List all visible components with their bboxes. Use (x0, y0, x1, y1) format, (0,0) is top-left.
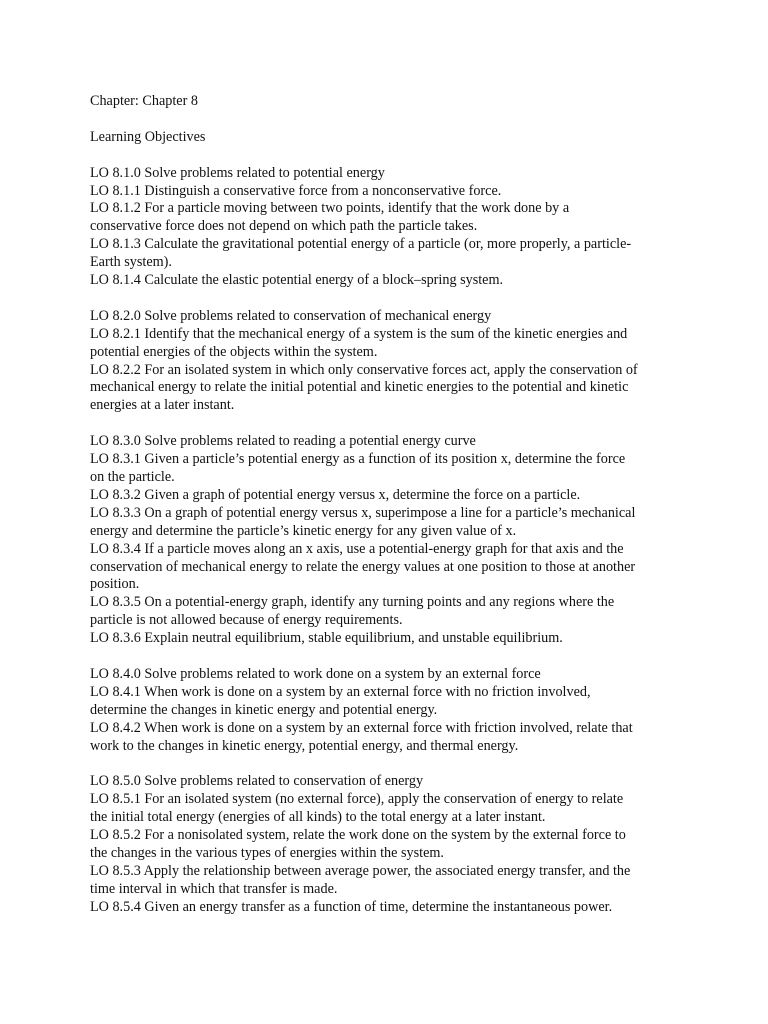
objective-line: LO 8.1.2 For a particle moving between two points, identify that the work done by a (90, 200, 570, 217)
objective-line: LO 8.2.1 Identify that the mechanical energy of a system is the sum of the kinetic energies and (90, 325, 628, 342)
objective-line: LO 8.5.4 Given an energy transfer as a function of time, determine the instantaneous power. (90, 898, 613, 915)
objective-line: LO 8.2.0 Solve problems related to conservation of mechanical energy (90, 307, 492, 324)
section-spacer (90, 290, 680, 308)
objective-line: LO 8.3.1 Given a particle’s potential energy as a function of its position x, determine the force (90, 451, 626, 468)
section-spacer (90, 755, 680, 773)
objective-line: position. (90, 576, 140, 593)
objective-line: LO 8.4.2 When work is done on a system by an external force with friction involved, relate that (90, 719, 633, 736)
objective-line: LO 8.1.0 Solve problems related to potential energy (90, 164, 385, 181)
objective-line: energies at a later instant. (90, 397, 235, 414)
objective-group (90, 666, 680, 756)
objective-line: LO 8.3.3 On a graph of potential energy versus x, superimpose a line for a particle’s mechanical (90, 504, 636, 521)
objective-line: LO 8.5.2 For a nonisolated system, relate the work done on the system by the external force to (90, 827, 626, 844)
objective-line: determine the changes in kinetic energy and potential energy. (90, 701, 438, 718)
document-page (90, 93, 680, 917)
objective-line: on the particle. (90, 468, 175, 485)
section-spacer (90, 648, 680, 666)
objective-line: work to the changes in kinetic energy, potential energy, and thermal energy. (90, 737, 519, 754)
objective-group (90, 308, 680, 415)
objective-line: LO 8.3.2 Given a graph of potential energy versus x, determine the force on a particle. (90, 486, 581, 503)
section-spacer (90, 147, 680, 165)
objective-line: LO 8.3.6 Explain neutral equilibrium, stable equilibrium, and unstable equilibrium. (90, 630, 563, 647)
objective-line: energy and determine the particle’s kinetic energy for any given value of x. (90, 522, 517, 539)
objective-line: LO 8.5.3 Apply the relationship between average power, the associated energy transfer, and the (90, 862, 631, 879)
chapter-title: Chapter: Chapter 8 (90, 93, 198, 109)
objective-line: LO 8.1.4 Calculate the elastic potential energy of a block–spring system. (90, 272, 504, 289)
objective-line: LO 8.1.3 Calculate the gravitational potential energy of a particle (or, more properly, a particle- (90, 236, 632, 253)
objective-line: LO 8.3.5 On a potential-energy graph, identify any turning points and any regions where the (90, 594, 615, 611)
objective-line: LO 8.1.1 Distinguish a conservative force from a nonconservative force. (90, 182, 502, 199)
objective-line: LO 8.4.1 When work is done on a system by an external force with no friction involved, (90, 683, 591, 700)
objective-line: LO 8.4.0 Solve problems related to work done on a system by an external force (90, 665, 541, 682)
objective-line: the changes in the various types of energies within the system. (90, 844, 444, 861)
objective-line: conservation of mechanical energy to relate the energy values at one position to those at another (90, 558, 636, 575)
objective-line: Earth system). (90, 254, 172, 271)
objective-line: LO 8.3.0 Solve problems related to reading a potential energy curve (90, 433, 476, 450)
spacer (90, 111, 680, 129)
objective-group (90, 165, 680, 290)
objective-line: time interval in which that transfer is made. (90, 880, 338, 897)
objective-group (90, 773, 680, 916)
objective-line: particle is not allowed because of energy requirements. (90, 612, 403, 629)
objectives-list (90, 147, 680, 917)
objective-line: LO 8.3.4 If a particle moves along an x axis, use a potential-energy graph for that axis and the (90, 540, 624, 557)
objective-line: LO 8.2.2 For an isolated system in which only conservative forces act, apply the conservation of (90, 361, 638, 378)
objective-line: LO 8.5.0 Solve problems related to conservation of energy (90, 773, 424, 790)
objective-line: conservative force does not depend on which path the particle takes. (90, 218, 478, 235)
objective-line: the initial total energy (energies of all kinds) to the total energy at a later instant. (90, 809, 546, 826)
objective-line: mechanical energy to relate the initial potential and kinetic energies to the potential and kinetic (90, 379, 629, 396)
objective-line: LO 8.5.1 For an isolated system (no external force), apply the conservation of energy to relate (90, 791, 624, 808)
section-heading: Learning Objectives (90, 128, 206, 145)
objective-line: potential energies of the objects within the system. (90, 343, 378, 360)
objective-group (90, 433, 680, 648)
section-spacer (90, 415, 680, 433)
